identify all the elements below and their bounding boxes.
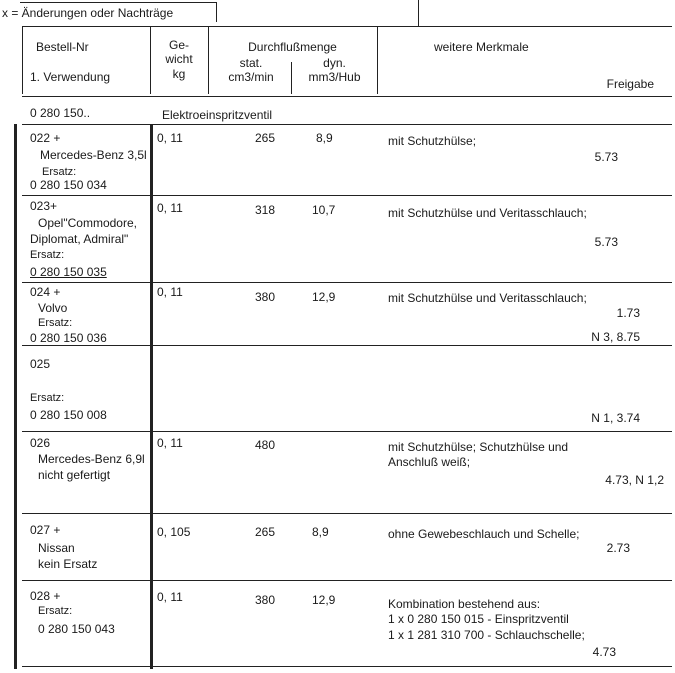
row-gewicht: 0, 11 [157,285,183,299]
row-rule [22,513,672,514]
header-merkmale: weitere Merkmale [434,40,529,54]
row-nr: 022 + [30,131,61,145]
row-line: Diplomat, Admiral" [30,232,129,246]
top-stub-rule [418,0,419,26]
row-line: Mercedes-Benz 6,9l [38,452,145,466]
legend-box-top [20,2,216,3]
row-stat: 265 [255,525,276,539]
row-merkmal: Anschluß weiß; [388,455,471,469]
legend: x = Änderungen oder Nachträge [2,6,174,20]
row-line: Ersatz: [42,166,77,178]
row-line: Nissan [38,541,75,555]
row-freigabe: N 1, 3.74 [591,411,640,425]
header-bestell-nr: Bestell-Nr [36,40,89,54]
row-freigabe: 5.73 [594,150,618,164]
group-bottom-rule [22,124,672,125]
row-merkmal: mit Schutzhülse und Veritasschlauch; [388,206,587,220]
row-line: 0 280 150 034 [30,178,107,192]
row-dyn: 10,7 [312,203,336,217]
row-stat: 265 [255,131,276,145]
row-rule [22,195,672,196]
body-col-rule [150,124,153,669]
row-line: 0 280 150 036 [30,331,107,345]
row-line: Mercedes-Benz 3,5l [40,148,147,162]
header-sep-3 [377,26,378,94]
row-freigabe: 2.73 [606,541,630,555]
row-line: nicht gefertigt [38,468,111,482]
body-left-rule [14,124,17,669]
row-dyn: 12,9 [312,290,336,304]
row-rule [22,345,672,346]
row-stat: 480 [255,438,276,452]
row-rule [22,666,672,667]
row-freigabe: N 3, 8.75 [591,330,640,344]
row-merkmal: Kombination bestehend aus: [388,597,541,611]
header-dyn-unit: mm3/Hub [308,70,361,84]
row-rule [22,282,672,283]
row-gewicht: 0, 11 [157,436,183,450]
row-line: Ersatz: [30,392,65,404]
group-name: Elektroeinspritzventil [162,108,273,122]
row-freigabe: 4.73, N 1,2 [605,473,664,487]
row-nr: 024 + [30,285,61,299]
row-nr: 026 [30,436,51,450]
group-number: 0 280 150.. [30,106,91,120]
row-nr: 027 + [30,523,61,537]
header-durchfluss: Durchflußmenge [248,40,337,54]
header-stat: stat. [239,56,263,70]
header-verwendung: 1. Verwendung [30,70,111,84]
row-merkmal: 1 x 1 281 310 700 - Schlauchschelle; [388,628,585,642]
row-gewicht: 0, 11 [157,590,183,604]
header-dyn: dyn. [323,56,346,70]
row-freigabe: 5.73 [594,235,618,249]
header-left-rule [22,26,23,94]
row-line: Ersatz: [30,249,65,261]
header-sep-2 [208,26,209,94]
row-dyn: 8,9 [316,131,333,145]
row-line: kein Ersatz [38,557,98,571]
row-merkmal: mit Schutzhülse und Veritasschlauch; [388,291,587,305]
row-gewicht: 0, 11 [157,201,183,215]
header-freigabe: Freigabe [606,77,654,91]
row-stat: 318 [255,203,276,217]
row-line: Ersatz: [38,605,73,617]
row-nr: 028 + [30,589,61,603]
row-rule [22,580,672,581]
header-gewicht-1: Ge- [168,38,189,52]
header-top-rule [22,26,672,27]
row-line: Opel"Commodore, [38,216,137,230]
row-merkmal: ohne Gewebeschlauch und Schelle; [388,527,580,541]
row-dyn: 12,9 [312,593,336,607]
row-line: 0 280 150 035 [30,265,107,279]
row-gewicht: 0, 11 [157,131,183,145]
row-freigabe: 4.73 [592,645,616,659]
row-merkmal: 1 x 0 280 150 015 - Einspritzventil [388,612,569,626]
row-dyn: 8,9 [312,525,329,539]
row-line: 0 280 150 008 [30,408,107,422]
header-gewicht-2: wicht [165,52,193,66]
row-line: Ersatz: [38,317,73,329]
legend-box-right [216,2,217,22]
row-nr: 023+ [30,199,58,213]
header-gewicht-unit: kg [172,67,186,81]
row-merkmal: mit Schutzhülse; [388,134,477,148]
row-freigabe: 1.73 [616,306,640,320]
header-bottom-rule [22,96,672,97]
header-stat-unit: cm3/min [228,70,274,84]
row-rule [22,431,672,432]
row-merkmal: mit Schutzhülse; Schutzhülse und [388,440,569,454]
row-nr: 025 [30,357,51,371]
row-line: 0 280 150 043 [38,622,115,636]
row-stat: 380 [255,290,276,304]
row-line: Volvo [38,301,68,315]
row-gewicht: 0, 105 [157,525,191,539]
row-stat: 380 [255,593,276,607]
